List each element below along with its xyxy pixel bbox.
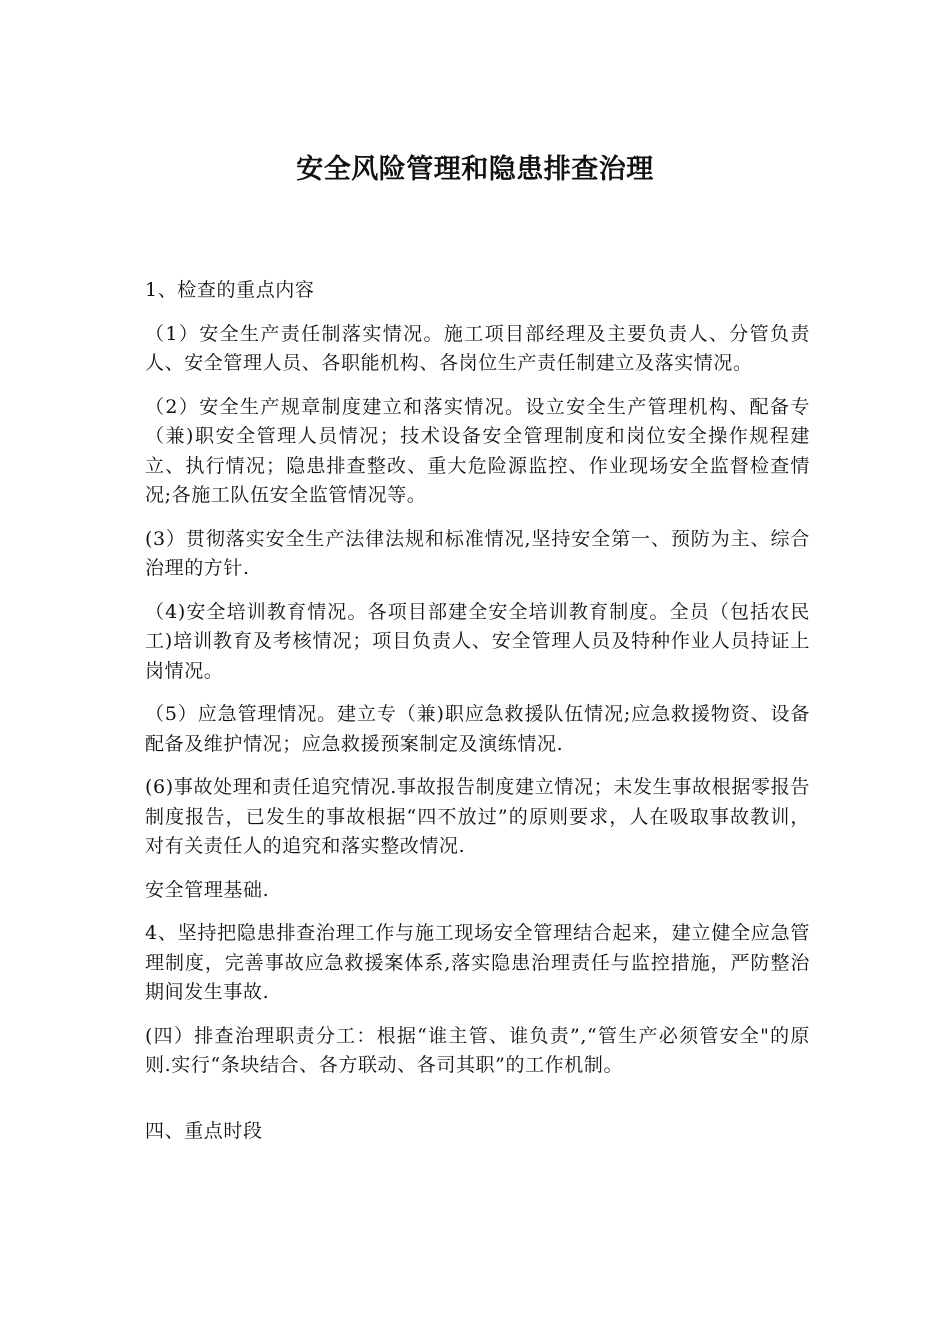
document-body [145, 276, 810, 1160]
paragraph-responsibility-division: (四）排查治理职责分工：根据“谁主管、谁负责”,“管生产必须管安全"的原则.实行“条块结合、各方联动、各司其职”的工作机制。 [145, 1024, 810, 1076]
section-heading-key-periods: 四、重点时段 [145, 1119, 263, 1142]
paragraph-item-6: (6)事故处理和责任追究情况.事故报告制度建立情况；未发生事故根据零报告制度报告，已发生的事故根据“四不放过”的原则要求，人在吸取事故教训，对有关责任人的追究和落实整改情况. [145, 776, 810, 857]
paragraph-item-4: （4)安全培训教育情况。各项目部建全安全培训教育制度。全员（包括农民工)培训教育及考核情况；项目负责人、安全管理人员及特种作业人员持证上岗情况。 [145, 600, 810, 682]
paragraph-item-3: (3）贯彻落实安全生产法律法规和标准情况,坚持安全第一、预防为主、综合治理的方针. [145, 527, 810, 579]
paragraph-item-1: （1）安全生产责任制落实情况。施工项目部经理及主要负责人、分管负责人、安全管理人员、各职能机构、各岗位生产责任制建立及落实情况。 [145, 322, 810, 374]
section-heading-check-content: 1、检查的重点内容 [145, 279, 315, 301]
document-title: 安全风险管理和隐患排查治理 [296, 154, 654, 185]
paragraph-safety-basis: 安全管理基础. [145, 878, 270, 901]
paragraph-item-4-hazard-governance: 4、坚持把隐患排查治理工作与施工现场安全管理结合起来，建立健全应急管理制度，完善事故应急救援案体系,落实隐患治理责任与监控措施，严防整治期间发生事故. [145, 922, 810, 1003]
paragraph-item-5: （5）应急管理情况。建立专（兼)职应急救援队伍情况;应急救援物资、设备配备及维护情况；应急救援预案制定及演练情况. [145, 703, 810, 755]
paragraph-item-2: （2）安全生产规章制度建立和落实情况。设立安全生产管理机构、配备专（兼)职安全管理人员情况；技术设备安全管理制度和岗位安全操作规程建立、执行情况；隐患排查整改、重大危险源监控、作业现场安全监督检查情况;各施工队伍安全监管情况等。 [145, 395, 810, 506]
